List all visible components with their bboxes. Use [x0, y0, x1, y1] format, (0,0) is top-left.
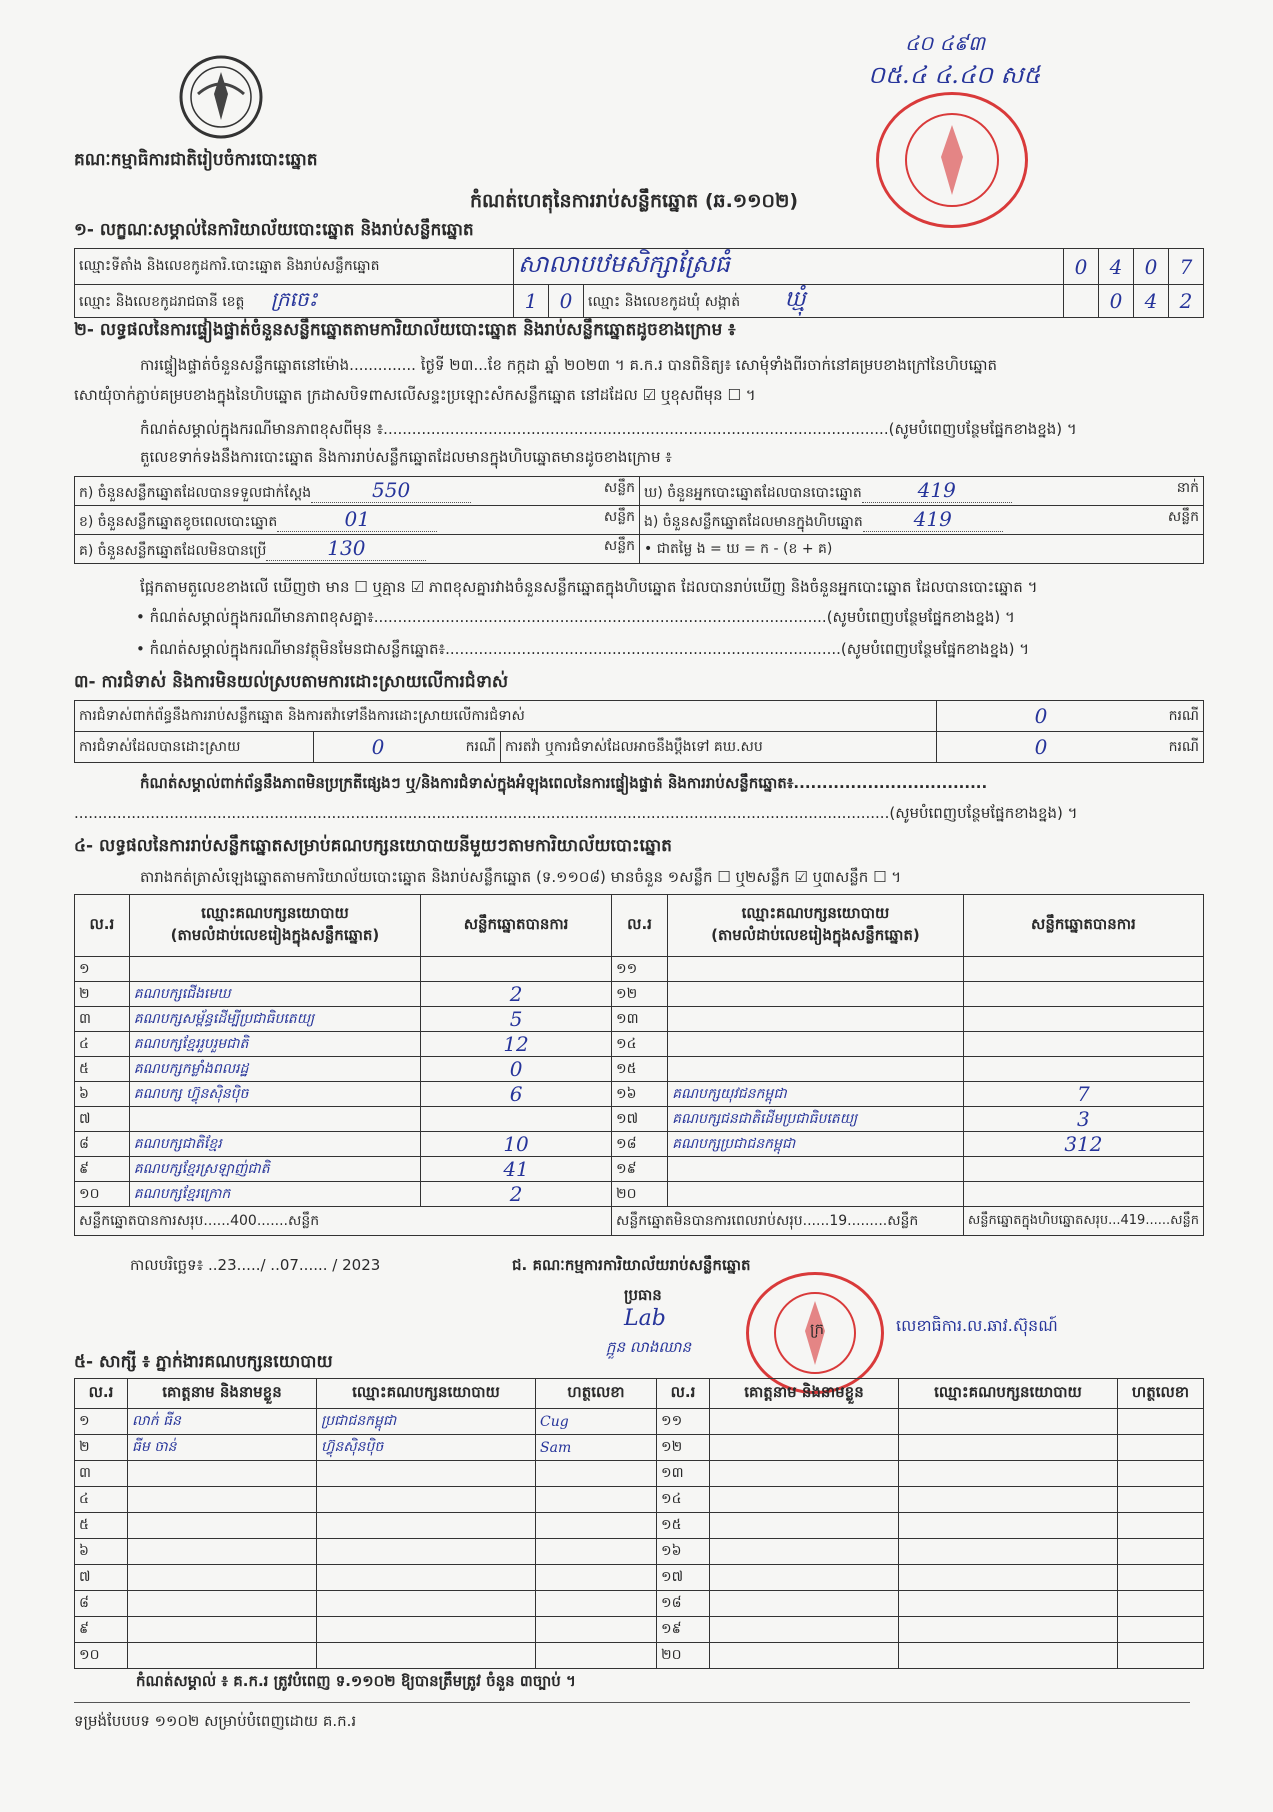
province-code-1: 0 [549, 285, 584, 318]
location-code-2: 0 [1134, 249, 1169, 285]
form-title: កំណត់ហេតុនៃការរាប់សន្លឹកឆ្នោត (ឆ.១១០២) [470, 190, 799, 212]
irregularities-note-end: ...........................................................................................................................................................................(សូមបំពេញបន្ថែមផ្នែកខាងខ្នង) ។ [74, 804, 1078, 822]
table-row: ៨ ១៨ [75, 1591, 1204, 1617]
member-label: ក្រ [810, 1320, 824, 1338]
table-row: ១ ១១ [75, 957, 1204, 982]
table-row: ៤ ១៤ [75, 1487, 1204, 1513]
ballot-figures-table: ក) ចំនួនសន្លឹកឆ្នោតដែលបានទទួលជាក់ស្ដែង 550 សន្លឹក ឃ) ចំនួនអ្នកបោះឆ្នោតដែលបានបោះឆ្នោត 419 នាក់ ខ) ចំនួនសន្លឹកឆ្នោតខូចពេលបោះឆ្នោត 01 សន្លឹក ង) ចំនួនសន្លឹកឆ្នោតដែលមានក្នុងហិបឆ្នោត 419 សន្លឹក គ) ចំនួនសន្លឹកឆ្នោតដែលមិនបានប្រើ 130 សន្លឹក • ជាតម្លៃ ង = ឃ = ក - (ខ + គ) [74, 476, 1204, 564]
official-stamp-icon [876, 92, 1028, 228]
footer-divider [74, 1702, 1190, 1703]
committee-signature-line: ជ. គណៈកម្មការការិយាល័យរាប់សន្លឹកឆ្នោត [512, 1256, 751, 1274]
province-value: ក្រចេះ [270, 287, 318, 311]
commission-name: គណៈកម្មាធិការជាតិរៀបចំការបោះឆ្នោត [74, 150, 318, 170]
total-valid: សន្លឹកឆ្នោតបានការសរុប......400.......សន្លឹក [79, 1212, 320, 1229]
handwritten-note-1: ៤០ ៤៩៣ [905, 31, 986, 55]
difference-bullet: • កំណត់សម្គាល់ក្នុងករណីមានភាពខុសគ្នា៖...............................................................................................(សូមបំពេញបន្ថែមផ្នែកខាងខ្នង) ។ [136, 608, 1015, 626]
table-row: ៥ ១៥ [75, 1513, 1204, 1539]
commune-label: ឈ្មោះ និងលេខកូដឃុំ សង្កាត់ ឃ្មុំ [584, 285, 1064, 318]
figure-label: ក) ចំនួនសន្លឹកឆ្នោតដែលបានទទួលជាក់ស្ដែង [79, 485, 312, 501]
province-label: ឈ្មោះ និងលេខកូដរាជធានី ខេត្ត ក្រចេះ [75, 285, 514, 318]
difference-note: កំណត់សម្គាល់ក្នុងករណីមានភាពខុសពីមុន ៖..........................................................................................................(សូមបំពេញបន្ថែមផ្នែកខាងខ្នង) ។ [140, 420, 1077, 438]
figures-intro: តួលេខទាក់ទងនឹងការបោះឆ្នោត និងការរាប់សន្លឹកឆ្នោតដែលមានក្នុងហិបឆ្នោតមានដូចខាងក្រោម ៖ [140, 448, 672, 466]
section4-heading: ៤- លទ្ធផលនៃការរាប់សន្លឹកឆ្នោតសម្រាប់គណបក្សនយោបាយនីមួយៗតាមការិយាល័យបោះឆ្នោត [74, 836, 672, 856]
figure-label: ង) ចំនួនសន្លឹកឆ្នោតដែលមានក្នុងហិបឆ្នោត [644, 514, 863, 530]
chair-label: ប្រធាន [624, 1286, 662, 1304]
appeal-value: 0 [937, 732, 1146, 763]
handwritten-note-2: ០៥.៤ ៤.៤០ ស៥ [868, 61, 1041, 89]
date-line: កាលបរិច្ឆេទ៖ ..23...../ ..07...... / 2023 [130, 1256, 381, 1274]
table-row: ៥ គណបក្សកម្លាំងពលរដ្ឋ 0 ១៥ [75, 1057, 1204, 1082]
resolved-value: 0 [314, 732, 443, 763]
province-code-0: 1 [514, 285, 549, 318]
table-row: ១០ គណបក្សខ្មែរក្រោក 2 ២០ [75, 1182, 1204, 1207]
table-row: ៣ ១៣ [75, 1461, 1204, 1487]
irregularities-note: កំណត់សម្គាល់ពាក់ព័ន្ធនឹងភាពមិនប្រក្រតីផ្សេងៗ ឬ/និងការជំទាស់ក្នុងអំឡុងពេលនៃការផ្ទៀងផ្ទាត់ និងការរាប់សន្លឹកឆ្នោត៖.................................. [140, 774, 988, 792]
difference-paragraph: ផ្អែកតាមតួលេខខាងលើ ឃើញថា មាន ☐ ឬគ្មាន ☑ ភាពខុសគ្នារវាងចំនួនសន្លឹកឆ្នោតក្នុងហិបឆ្នោត ដែលបានរាប់ឃើញ និងចំនួនអ្នកបោះឆ្នោត ដែលបានបោះឆ្នោត ។ [140, 578, 1038, 596]
location-value: សាលាបឋមសិក្សាស្រែធំ [514, 249, 1064, 285]
commune-value: ឃ្មុំ [784, 287, 806, 312]
chair-name: ក្អួន លាងឈាន [606, 1338, 691, 1356]
table-row: ៧ ១៧ [75, 1565, 1204, 1591]
nec-emblem-icon [178, 54, 264, 140]
table-row: ៤ គណបក្សខ្មែររួបរួមជាតិ 12 ១៤ [75, 1032, 1204, 1057]
foreign-object-bullet: • កំណត់សម្គាល់ក្នុងករណីមានវត្ថុមិនមែនជាសន្លឹកឆ្នោត៖...................................................................................(សូមបំពេញបន្ថែមផ្នែកខាងខ្នង) ។ [136, 640, 1030, 658]
footnote: កំណត់សម្គាល់ ៖ គ.ក.រ ត្រូវបំពេញ ទ.១១០២ ឱ្យបានត្រឹមត្រូវ ចំនួន ៣ច្បាប់ ។ [136, 1672, 576, 1690]
figure-value: 419 [862, 478, 1012, 503]
figure-value: 419 [863, 507, 1003, 532]
secretary-signature: លេខាធិការ.ល.ឆាវ.ស៊ុនណ៍ [896, 1316, 1058, 1335]
location-table [74, 248, 1204, 318]
table-row: ២ គណបក្សជើងមេឃ 2 ១២ [75, 982, 1204, 1007]
complaints-table: ការជំទាស់ពាក់ព័ន្ធនឹងការរាប់សន្លឹកឆ្នោត និងការតវ៉ាទៅនឹងការដោះស្រាយលើការជំទាស់ 0 ករណី ការជំទាស់ដែលបានដោះស្រាយ 0 ករណី ការតវ៉ា ឬការជំទាស់ដែលអាចនឹងប្ដឹងទៅ គឃ.សប 0 ករណី [74, 700, 1204, 763]
verification-paragraph-1: ការផ្ទៀងផ្ទាត់ចំនួនសន្លឹកឆ្នោតនៅម៉ោង.............. ថ្ងៃទី ២៣...ខែ កក្កដា ឆ្នាំ ២០២៣ ។ គ.ក.រ បានពិនិត្យ៖ សោមុំទាំងពីរចាក់នៅគម្របខាងក្រៅនៃហិបឆ្នោត [140, 356, 998, 374]
table-row: ៨ គណបក្សជាតិខ្មែរ 10 ១៨ គណបក្សប្រជាជនកម្ពុជា 312 [75, 1132, 1204, 1157]
complaints-value: 0 [937, 701, 1146, 732]
location-label: ឈ្មោះទីតាំង និងលេខកូដការិ.បោះឆ្នោត និងរាប់សន្លឹកឆ្នោត [75, 249, 514, 285]
section1-heading: ១- លក្ខណៈសម្គាល់នៃការិយាល័យបោះឆ្នោត និងរាប់សន្លឹកឆ្នោត [74, 220, 474, 240]
section2-heading: ២- លទ្ធផលនៃការផ្ទៀងផ្ទាត់ចំនួនសន្លឹកឆ្នោតតាមការិយាល័យបោះឆ្នោត និងរាប់សន្លឹកឆ្នោតដូចខាងក្រោម ៖ [74, 320, 736, 340]
formula: • ជាតម្លៃ ង = ឃ = ក - (ខ + គ) [640, 535, 1204, 564]
table-row: ៩ គណបក្សខ្មែរស្រឡាញ់ជាតិ 41 ១៩ [75, 1157, 1204, 1182]
table-row: ៦ គណបក្ស ហ៊្វុនស៊ិនប៉ិច 6 ១៦ គណបក្សយុវជនកម្ពុជា 7 [75, 1082, 1204, 1107]
results-intro: តារាងកត់ត្រាសំឡេងឆ្នោតតាមការិយាល័យបោះឆ្នោត និងរាប់សន្លឹកឆ្នោត (ទ.១១០៨) មានចំនួន ១សន្លឹក ☐ ឬ២សន្លឹក ☑ ឬ៣សន្លឹក ☐ ។ [140, 868, 902, 886]
chair-signature: Lab [624, 1306, 666, 1331]
location-code-3: 7 [1169, 249, 1204, 285]
party-results-table: ល.រ ឈ្មោះគណបក្សនយោបាយ (តាមលំដាប់លេខរៀងក្នុងសន្លឹកឆ្នោត) សន្លឹកឆ្នោតបានការ ល.រ ឈ្មោះគណបក្សនយោបាយ (តាមលំដាប់លេខរៀងក្នុងសន្លឹកឆ្នោត) សន្លឹកឆ្នោតបានការ ១ ១១ ២ គណបក្សជើងមេឃ 2 ១២ ៣ គណបក្សសម្ព័ន្ធដើម្បីប្រជាធិបតេយ្យ 5 ១៣ ៤ គណបក្សខ្មែររួបរួមជាតិ 12 ១៤ ៥ គណបក្សកម្លាំងពលរដ្ឋ 0 ១៥ ៦ គណបក្ស ហ៊្វុនស៊ិនប៉ិច 6 ១៦ គណបក្សយុវជនកម្ពុជា 7 ៧ ១៧ គណបក្សជនជាតិដើមប្រជាធិបតេយ្យ 3 ៨ គណបក្សជាតិខ្មែរ 10 ១៨ គណបក្សប្រជាជនកម្ពុជា 312 ៩ គណបក្សខ្មែរស្រឡាញ់ជាតិ 41 ១៩ ១០ គណបក្សខ្មែរក្រោក 2 ២០ សន្លឹកឆ្នោតបានការសរុប......400.......សន្លឹក សន្លឹកឆ្នោតមិនបានការពេលរាប់សរុប......19.........សន្លឹក សន្លឹកឆ្នោតក្នុងហិបឆ្នោតសរុប...419......សន្លឹក [74, 894, 1204, 1236]
complaints-label: ការជំទាស់ពាក់ព័ន្ធនឹងការរាប់សន្លឹកឆ្នោត និងការតវ៉ាទៅនឹងការដោះស្រាយលើការជំទាស់ [75, 701, 937, 732]
table-row: ២ ធីម ចាន់ ហ៊្វុនស៊ិនប៉ិច Sam ១២ [75, 1435, 1204, 1461]
commune-code-2: 2 [1169, 285, 1204, 318]
section3-heading: ៣- ការជំទាស់ និងការមិនយល់ស្របតាមការដោះស្រាយលើការជំទាស់ [74, 672, 509, 692]
table-row: ១ លាក់ ធីន ប្រជាជនកម្ពុជា Cug ១១ [75, 1409, 1204, 1435]
table-row: ៦ ១៦ [75, 1539, 1204, 1565]
appeal-label: ការតវ៉ា ឬការជំទាស់ដែលអាចនឹងប្ដឹងទៅ គឃ.សប [501, 732, 937, 763]
verification-paragraph-2: សោយុំចាក់ភ្ជាប់គម្របខាងក្នុងនៃហិបឆ្នោត ក្រដាសបិទពាសលើសន្ទះប្រឡោះសំកសន្លឹកឆ្នោត នៅដដែល ☑ ឬខុសពីមុន ☐ ។ [74, 386, 756, 404]
table-row: ៣ គណបក្សសម្ព័ន្ធដើម្បីប្រជាធិបតេយ្យ 5 ១៣ [75, 1007, 1204, 1032]
figure-label: គ) ចំនួនសន្លឹកឆ្នោតដែលមិនបានប្រើ [79, 543, 267, 559]
total-invalid: សន្លឹកឆ្នោតមិនបានការពេលរាប់សរុប......19.........សន្លឹក [612, 1207, 964, 1236]
commune-code-1: 4 [1134, 285, 1169, 318]
table-row: ៧ ១៧ គណបក្សជនជាតិដើមប្រជាធិបតេយ្យ 3 [75, 1107, 1204, 1132]
figure-label: ខ) ចំនួនសន្លឹកឆ្នោតខូចពេលបោះឆ្នោត [79, 514, 278, 530]
figure-value: 550 [311, 478, 471, 503]
commune-code-0: 0 [1099, 285, 1134, 318]
total-in-box: សន្លឹកឆ្នោតក្នុងហិបឆ្នោតសរុប...419......សន្លឹក [963, 1207, 1203, 1236]
witness-table: ល.រ គោត្តនាម និងនាមខ្លួន ឈ្មោះគណបក្សនយោបាយ ហត្ថលេខា ល.រ គោត្តនាម និងនាមខ្លួន ឈ្មោះគណបក្សនយោបាយ ហត្ថលេខា ១ លាក់ ធីន ប្រជាជនកម្ពុជា Cug ១១ ២ ធីម ចាន់ ហ៊្វុនស៊ិនប៉ិច Sam ១២ ៣ ១៣ ៤ ១៤ ៥ ១៥ ៦ ១៦ ៧ ១៧ ៨ ១៨ ៩ ១៩ ១០ ២០ [74, 1378, 1204, 1669]
location-code-1: 4 [1099, 249, 1134, 285]
section5-heading: ៥- សាក្សី ៖ ភ្នាក់ងារគណបក្សនយោបាយ [74, 1352, 333, 1372]
resolved-label: ការជំទាស់ដែលបានដោះស្រាយ [75, 732, 314, 763]
location-code-0: 0 [1064, 249, 1099, 285]
figure-value: 130 [266, 536, 426, 561]
figure-label: ឃ) ចំនួនអ្នកបោះឆ្នោតដែលបានបោះឆ្នោត [644, 485, 862, 501]
table-row: ១០ ២០ [75, 1643, 1204, 1669]
table-row: ៩ ១៩ [75, 1617, 1204, 1643]
figure-value: 01 [277, 507, 437, 532]
footer-form-line: ទម្រង់បែបបទ ១១០២ សម្រាប់បំពេញដោយ គ.ក.រ [74, 1712, 357, 1730]
